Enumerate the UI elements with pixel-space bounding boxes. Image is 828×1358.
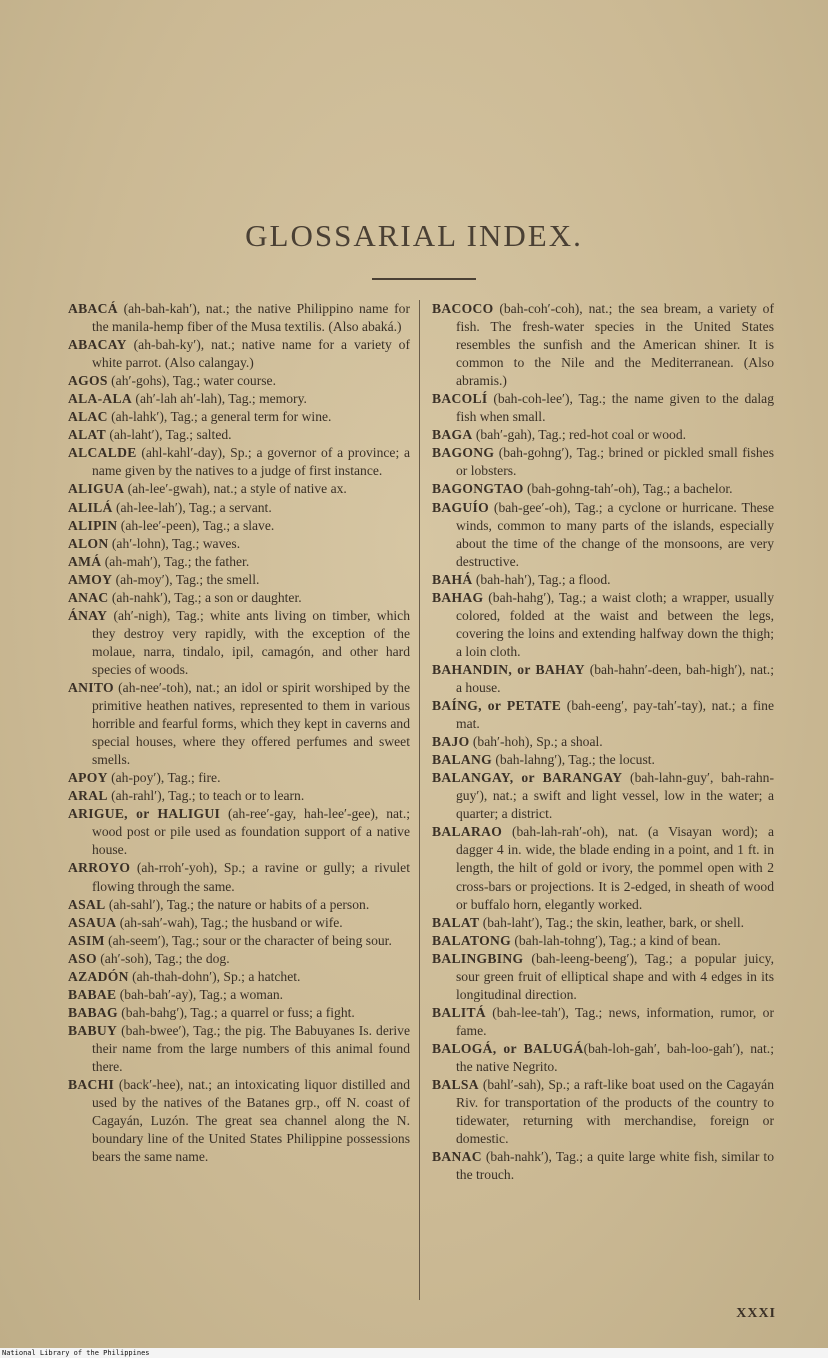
entry-definition: (bah-lahn-guy′, bah-rahn-guy′), nat.; a swift and light vessel, low in the water; a quarter; a district.: [456, 770, 774, 822]
entry-definition: (back′-hee), nat.; an intoxicating liquor distilled and used by the natives of the Batanes grp., off N. coast of Cagayán, Luzón. The great sea channel along the N. boundary line of the United States Philippine possessions bears the same name.: [92, 1077, 410, 1165]
entry-definition: (ah′-soh), Tag.; the dog.: [96, 950, 230, 966]
entry-headword: ALAT: [68, 427, 106, 443]
glossary-entry: [68, 932, 410, 950]
column-divider: [419, 300, 420, 1300]
entry-definition: (ah-sah′-wah), Tag.; the husband or wife.: [116, 914, 343, 930]
entry-headword: BABUY: [68, 1022, 118, 1038]
glossary-entry: [432, 751, 774, 769]
glossary-entry: [68, 535, 410, 553]
entry-headword: BACOLÍ: [432, 391, 488, 407]
glossary-entry: [68, 914, 410, 932]
entry-definition: (ah-rroh′-yoh), Sp.; a ravine or gully; a rivulet flowing through the same.: [92, 860, 410, 894]
entry-definition: (bah-loh-gah′, bah-loo-gah′), nat.; the native Negrito.: [456, 1040, 774, 1074]
entry-definition: (bah-lah-tohng′), Tag.; a kind of bean.: [510, 932, 721, 948]
glossary-entry: [68, 372, 410, 390]
glossary-entry: [432, 823, 774, 913]
glossary-entry: [68, 300, 410, 336]
entry-definition: (bah-bahg′), Tag.; a quarrel or fuss; a fight.: [117, 1004, 355, 1020]
entry-headword: AMÁ: [68, 553, 102, 569]
glossary-entry: [68, 787, 410, 805]
entry-definition: (bah-lee-tah′), Tag.; news, information, rumor, or fame.: [456, 1004, 774, 1038]
glossary-entry: [432, 1076, 774, 1148]
entry-definition: (bah-hahn′-deen, bah-high′), nat.; a house.: [456, 661, 774, 695]
glossary-entry: [68, 805, 410, 859]
entry-headword: BALINGBING: [432, 950, 524, 966]
title-rule: [372, 278, 476, 280]
entry-definition: (bah-lah-rah′-oh), nat. (a Visayan word); a dagger 4 in. wide, the blade ending in a point, and 1 ft. in length, the hilt of gold or ivory, the pommel open with 2 cross-bars or projections. It is 2-edged, in sheath of wood or buffalo horn, elegantly worked.: [456, 824, 774, 912]
entry-definition: (ah′-nigh), Tag.; white ants living on timber, which they destroy very rapidly, with the exception of the molaue, narra, tindalo, ipil, camagón, and other hard species of woods.: [92, 607, 410, 677]
entry-headword: BACHI: [68, 1077, 115, 1093]
left-column: [68, 300, 410, 1166]
entry-definition: (bahl′-sah), Sp.; a raft-like boat used on the Cagayán Riv. for transportation of the products of the country to tidewater, returning with merchandise, foreign or domestic.: [456, 1077, 774, 1147]
glossary-entry: [68, 517, 410, 535]
entry-headword: BAHAG: [432, 589, 484, 605]
glossary-entry: [432, 1148, 774, 1184]
glossary-entry: [432, 661, 774, 697]
entry-definition: (bah-gohng′), Tag.; brined or pickled small fishes or lobsters.: [456, 445, 774, 479]
entry-definition: (bah-laht′), Tag.; the skin, leather, bark, or shell.: [479, 914, 745, 930]
entry-headword: ALIPIN: [68, 517, 118, 533]
glossary-entry: [68, 390, 410, 408]
entry-headword: BALAT: [432, 914, 480, 930]
entry-definition: (bah-gohng-tah′-oh), Tag.; a bachelor.: [523, 481, 733, 497]
entry-headword: BALANGAY, or BARANGAY: [432, 770, 623, 786]
entry-definition: (bah-coh-lee′), Tag.; the name given to the dalag fish when small.: [456, 391, 774, 425]
glossary-entry: [68, 859, 410, 895]
glossary-entry: [68, 607, 410, 679]
entry-definition: (bah′-hoh), Sp.; a shoal.: [469, 734, 603, 750]
glossary-entry: [68, 589, 410, 607]
glossary-entry: [432, 1040, 774, 1076]
entry-headword: APOY: [68, 770, 108, 786]
glossary-entry: [68, 968, 410, 986]
glossary-entry: [68, 986, 410, 1004]
entry-definition: (bah-bah′-ay), Tag.; a woman.: [116, 986, 284, 1002]
glossary-entry: [68, 1004, 410, 1022]
glossary-entry: [432, 697, 774, 733]
library-footer: National Library of the Philippines: [0, 1348, 828, 1358]
entry-headword: BAÍNG, or PETATE: [432, 698, 562, 714]
entry-headword: ANAC: [68, 589, 109, 605]
entry-headword: ÁNAY: [68, 607, 108, 623]
entry-headword: BABAE: [68, 986, 117, 1002]
entry-headword: BALATONG: [432, 932, 511, 948]
entry-definition: (ah-ree′-gay, hah-lee′-gee), nat.; wood post or pile used as foundation support of a native house.: [92, 806, 410, 858]
entry-headword: ARROYO: [68, 860, 131, 876]
glossary-entry: [68, 553, 410, 571]
entry-headword: ARAL: [68, 788, 108, 804]
glossary-entry: [432, 769, 774, 823]
glossary-entry: [432, 589, 774, 661]
entry-definition: (ah-rahl′), Tag.; to teach or to learn.: [107, 788, 305, 804]
entry-definition: (ah-laht′), Tag.; salted.: [105, 427, 232, 443]
entry-headword: ALILÁ: [68, 499, 113, 515]
glossary-entry: [68, 1076, 410, 1166]
entry-definition: (bah-leeng-beeng′), Tag.; a popular juicy, sour green fruit of elliptical shape and with 4 edges in its longitudinal direction.: [456, 950, 774, 1002]
entry-headword: BANAC: [432, 1149, 482, 1165]
entry-definition: (ah-bah-ky′), nat.; native name for a variety of white parrot. (Also calangay.): [92, 337, 410, 371]
glossary-entry: [68, 1022, 410, 1076]
entry-definition: (bah-hahg′), Tag.; a waist cloth; a wrapper, usually colored, folded at the waist and between the legs, covering the loins and extending halfway down the thigh; a loin cloth.: [456, 589, 774, 659]
entry-headword: AGOS: [68, 373, 108, 389]
glossary-entry: [68, 950, 410, 968]
entry-definition: (ah-poy′), Tag.; fire.: [107, 770, 221, 786]
entry-headword: ALCALDE: [68, 445, 137, 461]
glossary-entry: [432, 300, 774, 390]
entry-headword: BALOGÁ, or BALUGÁ: [432, 1040, 584, 1056]
entry-headword: BALARAO: [432, 824, 503, 840]
entry-headword: BAHÁ: [432, 571, 473, 587]
entry-headword: BAGUÍO: [432, 499, 489, 515]
entry-headword: ASAUA: [68, 914, 117, 930]
entry-definition: (ahl-kahl′-day), Sp.; a governor of a province; a name given by the natives to a judge of first instance.: [92, 445, 410, 479]
entry-headword: ALON: [68, 535, 109, 551]
entry-definition: (bah-bwee′), Tag.; the pig. The Babuyanes Is. derive their name from the large numbers of this animal found there.: [92, 1022, 410, 1074]
glossary-entry: [68, 480, 410, 498]
entry-definition: (ah-moy′), Tag.; the smell.: [112, 571, 260, 587]
glossary-entry: [68, 444, 410, 480]
entry-definition: (ah-nahk′), Tag.; a son or daughter.: [108, 589, 302, 605]
entry-headword: ALIGUA: [68, 481, 125, 497]
entry-headword: AZADÓN: [68, 968, 129, 984]
entry-headword: BAJO: [432, 734, 470, 750]
glossary-entry: [432, 932, 774, 950]
entry-definition: (bah-coh′-coh), nat.; the sea bream, a variety of fish. The fresh-water species in the United States resembles the sunfish and the American shiner. It is common to the Nile and the Mediterranean. (Also abramis.): [456, 301, 774, 389]
page-title: GLOSSARIAL INDEX.: [245, 218, 583, 253]
entry-headword: BABAG: [68, 1004, 118, 1020]
entry-definition: (ah-lee′-gwah), nat.; a style of native ax.: [124, 481, 347, 497]
glossary-entry: [432, 426, 774, 444]
glossary-entry: [432, 499, 774, 571]
glossary-entry: [68, 499, 410, 517]
entry-definition: (ah-bah-kah′), nat.; the native Philippino name for the manila-hemp fiber of the Musa textilis. (Also abaká.): [92, 301, 410, 335]
glossary-entry: [68, 336, 410, 372]
entry-headword: BACOCO: [432, 301, 494, 316]
entry-definition: (ah-sahl′), Tag.; the nature or habits of a person.: [105, 896, 370, 912]
entry-headword: AMOY: [68, 571, 113, 587]
entry-headword: BAGONGTAO: [432, 481, 524, 497]
entry-headword: ABACAY: [68, 337, 127, 353]
entry-definition: (bah-hah′), Tag.; a flood.: [472, 571, 611, 587]
entry-definition: (ah-seem′), Tag.; sour or the character of being sour.: [104, 932, 392, 948]
entry-definition: (ah-lahk′), Tag.; a general term for wine.: [107, 409, 332, 425]
entry-definition: (ah-nee′-toh), nat.; an idol or spirit worshiped by the primitive heathen natives, represented to them in various horrible and fearful forms, which they kept in caverns and special houses, where they offered perfumes and sweet smells.: [92, 679, 410, 768]
entry-headword: ALA-ALA: [68, 391, 133, 407]
entry-definition: (bah-lahng′), Tag.; the locust.: [491, 752, 655, 768]
entry-headword: ASAL: [68, 896, 106, 912]
entry-definition: (bah-gee′-oh), Tag.; a cyclone or hurricane. These winds, common to many parts of the islands, especially about the time of the change of the monsoons, are very destructive.: [456, 499, 774, 569]
entry-headword: BAGA: [432, 427, 473, 443]
glossary-entry: [68, 769, 410, 787]
entry-headword: ASO: [68, 950, 97, 966]
entry-definition: (ah-mah′), Tag.; the father.: [101, 553, 250, 569]
entry-headword: BALANG: [432, 752, 492, 768]
glossary-entry: [68, 571, 410, 589]
glossary-entry: [432, 444, 774, 480]
entry-definition: (bah-nahk′), Tag.; a quite large white fish, similar to the trouch.: [456, 1149, 774, 1183]
glossary-entry: [432, 480, 774, 498]
entry-headword: BAGONG: [432, 445, 495, 461]
glossary-entry: [432, 950, 774, 1004]
entry-headword: ASIM: [68, 932, 105, 948]
entry-headword: BAHANDIN, or BAHAY: [432, 661, 585, 677]
entry-definition: (ah-thah-dohn′), Sp.; a hatchet.: [128, 968, 301, 984]
glossary-entry: [432, 914, 774, 932]
glossary-entry: [432, 733, 774, 751]
entry-headword: ARIGUE, or HALIGUI: [68, 806, 221, 822]
glossary-entry: [68, 896, 410, 914]
glossary-entry: [68, 408, 410, 426]
entry-headword: ANITO: [68, 679, 114, 695]
glossary-entry: [432, 571, 774, 589]
entry-headword: ALAC: [68, 409, 108, 425]
entry-headword: BALITÁ: [432, 1004, 486, 1020]
entry-definition: (ah-lee′-peen), Tag.; a slave.: [117, 517, 275, 533]
entry-definition: (ah′-gohs), Tag.; water course.: [107, 373, 276, 389]
glossary-entry: [432, 1004, 774, 1040]
page-number: XXXI: [736, 1306, 776, 1321]
entry-definition: (ah-lee-lah′), Tag.; a servant.: [112, 499, 272, 515]
entry-definition: (bah′-gah), Tag.; red-hot coal or wood.: [472, 427, 687, 443]
entry-definition: (ah′-lohn), Tag.; waves.: [108, 535, 241, 551]
glossary-entry: [68, 426, 410, 444]
entry-definition: (ah′-lah ah′-lah), Tag.; memory.: [132, 391, 307, 407]
entry-headword: BALSA: [432, 1077, 479, 1093]
entry-definition: (bah-eeng′, pay-tah′-tay), nat.; a fine mat.: [456, 698, 775, 732]
entry-headword: ABACÁ: [68, 301, 118, 316]
right-column: [432, 300, 774, 1184]
glossary-entry: [68, 679, 410, 769]
glossary-entry: [432, 390, 774, 426]
